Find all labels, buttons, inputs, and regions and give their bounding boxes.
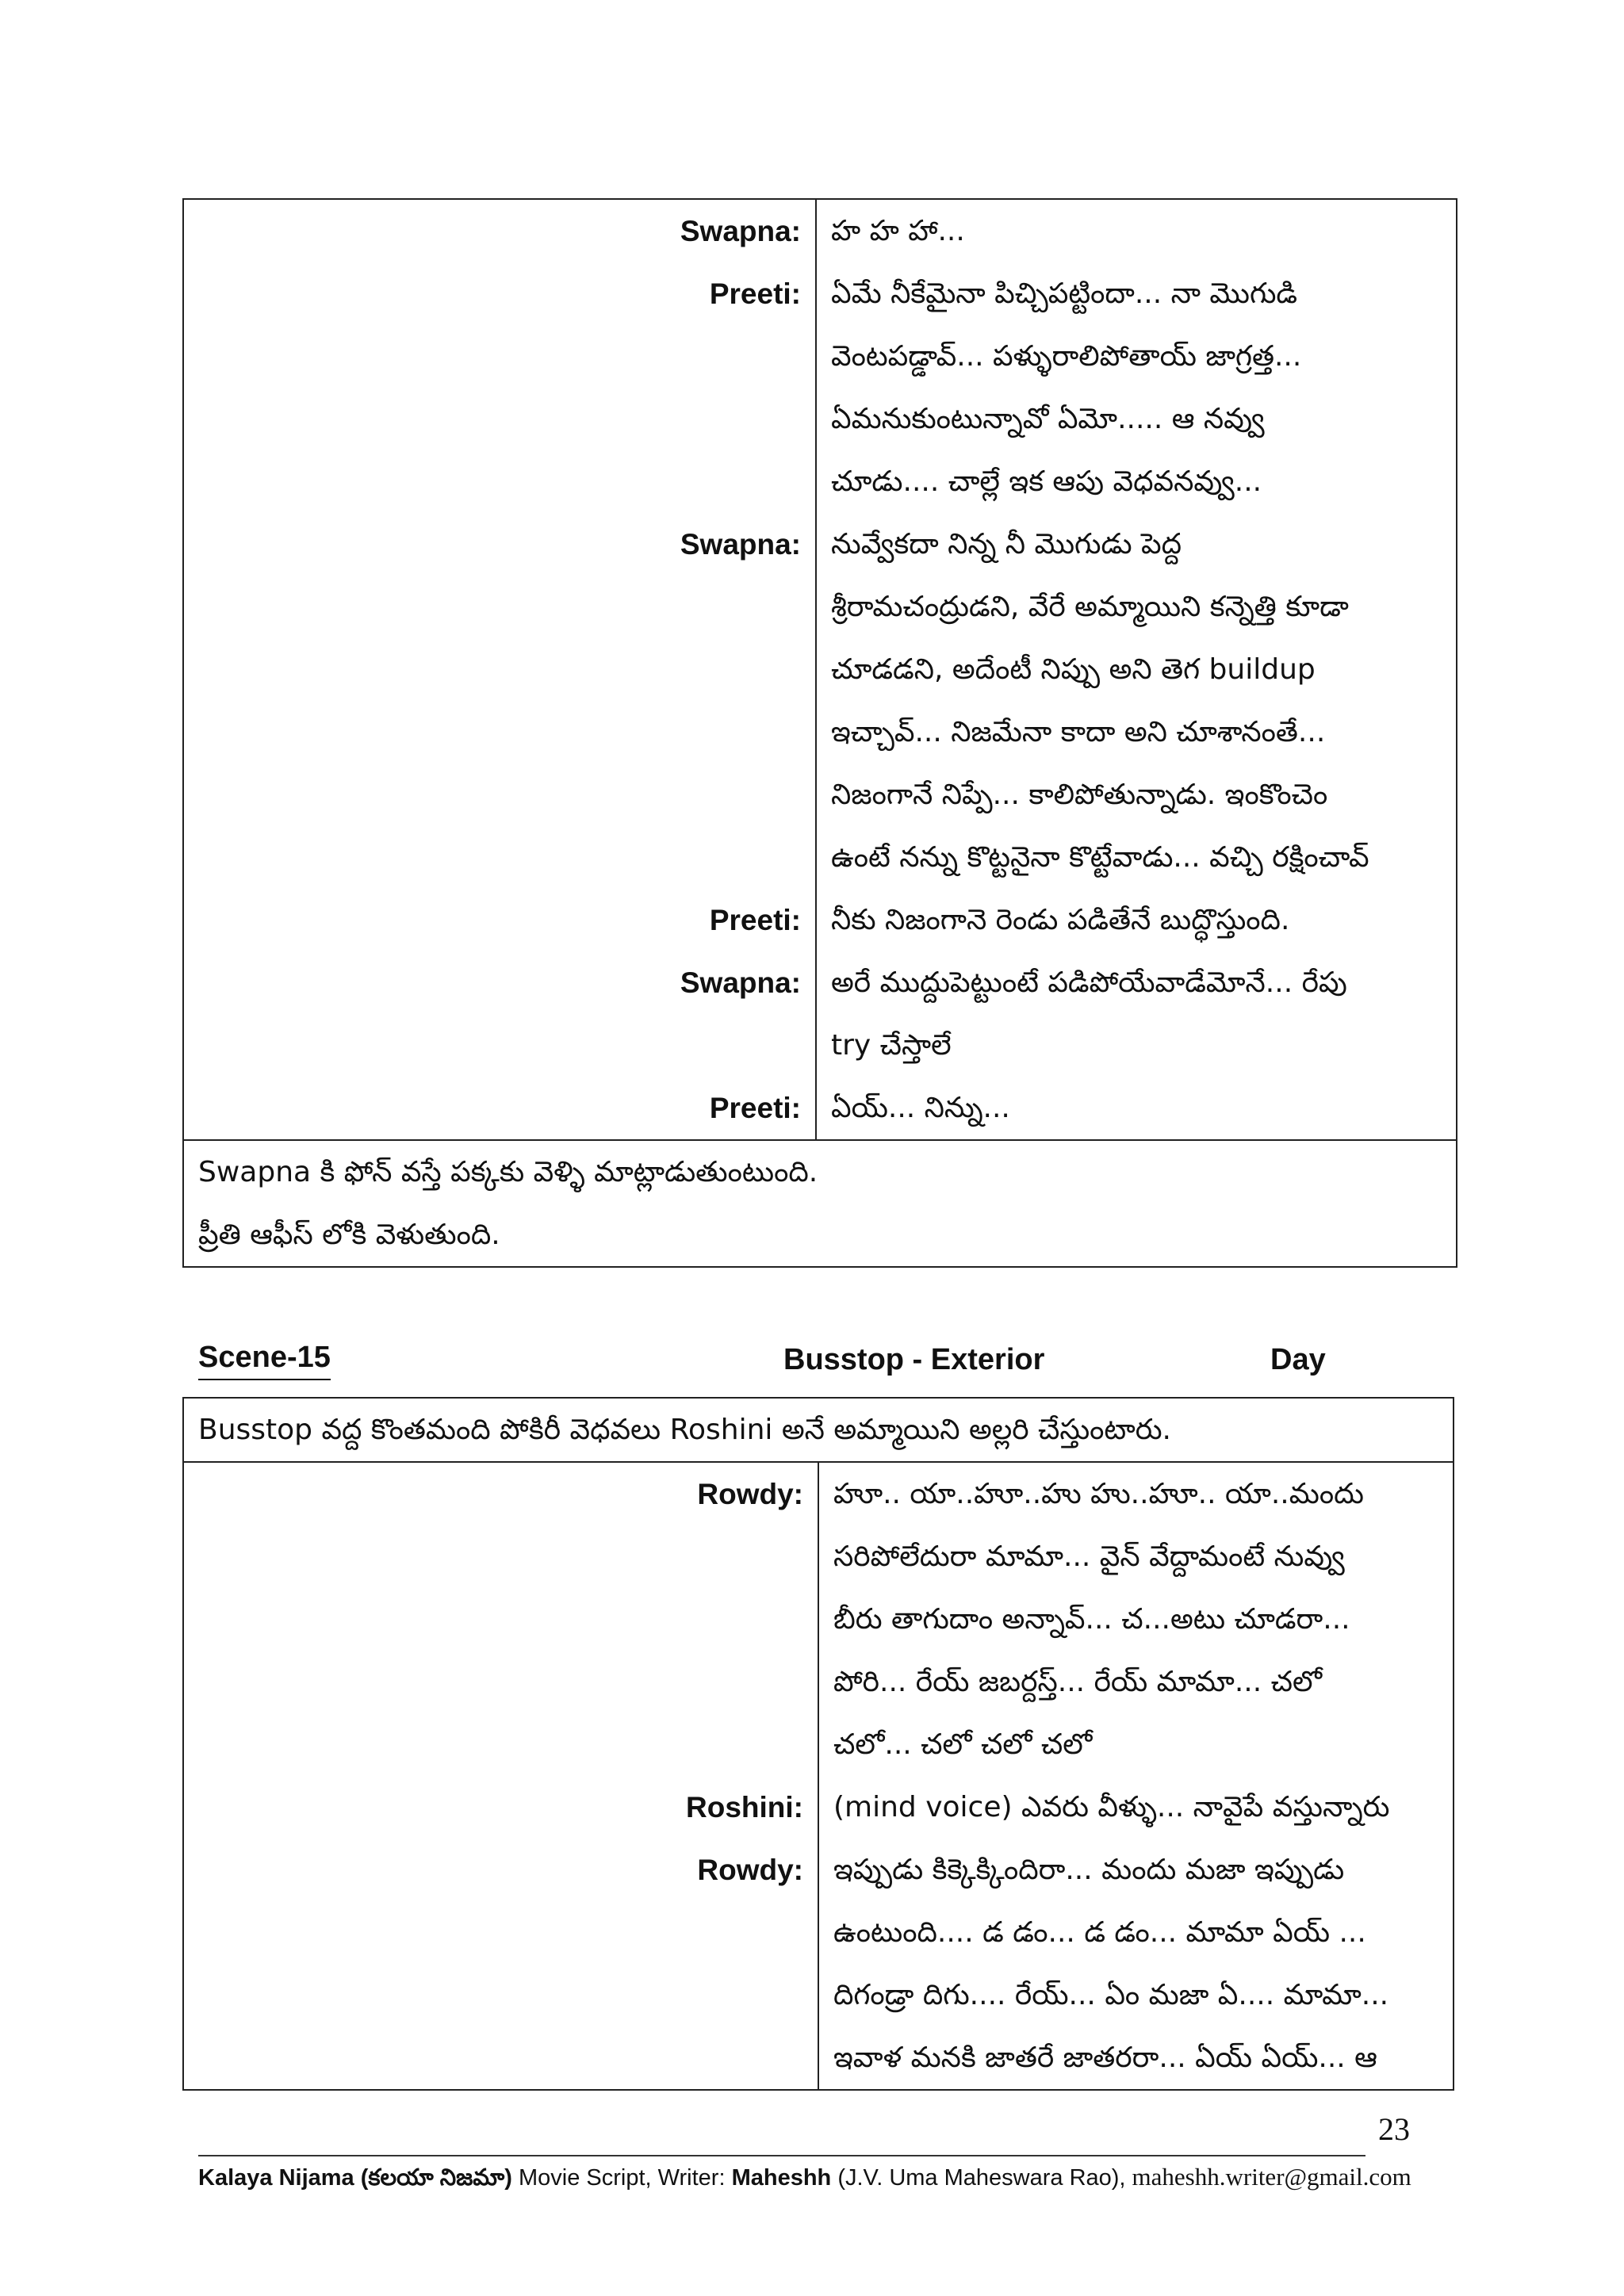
speaker-spacer	[184, 576, 815, 638]
scene-description-row	[183, 1398, 1454, 1462]
dialogue-line: సరిపోలేదురా మామా... వైన్ వేద్దామంటే నువ్వు	[833, 1540, 1345, 1573]
speaker-spacer	[184, 638, 815, 701]
speaker-spacer	[184, 388, 815, 450]
scene-description: Busstop వద్ద కొంతమంది పోకిరీ వెధవలు Roshini అనే అమ్మాయిని అల్లరి చేస్తుంటారు.	[198, 1414, 1171, 1446]
dialogue-table-2	[182, 1397, 1454, 2091]
speaker-spacer	[184, 826, 815, 889]
dialogue-column	[816, 199, 1457, 1140]
dialogue-column	[818, 1462, 1454, 2090]
speaker-name: Swapna:	[680, 966, 801, 999]
footer-text: Movie Script, Writer:	[511, 2165, 732, 2191]
dialogue-line: దిగండ్రా దిగు.... రేయ్... ఏం మజా ఏ.... మామా...	[833, 1979, 1389, 2011]
dialogue-line: బీరు తాగుదాం అన్నావ్... చ...అటు చూడరా...	[833, 1603, 1350, 1636]
speaker-name: Swapna:	[680, 215, 801, 247]
dialogue-block	[183, 199, 1457, 1140]
dialogue-line: నువ్వేకదా నిన్న నీ మొగుడు పెద్ద	[831, 528, 1182, 561]
speaker-spacer	[184, 2026, 818, 2089]
action-line: Swapna కి ఫోన్ వస్తే పక్కకు వెళ్ళి మాట్లాడుతుంటుంది.	[198, 1156, 818, 1188]
dialogue-line: ఇప్పుడు కిక్కెక్కిందిరా... మందు మజా ఇప్పుడు	[833, 1854, 1345, 1886]
speaker-name: Preeti:	[709, 1092, 801, 1124]
footer	[198, 2163, 1411, 2197]
dialogue-line: శ్రీరామచంద్రుడని, వేరే అమ్మాయిని కన్నెత్తి కూడా	[831, 591, 1349, 623]
speaker-spacer	[184, 763, 815, 826]
dialogue-line: ఇవాళ మనకి జాతరే జాతరరా... ఏయ్ ఏయ్... ఆ	[833, 2042, 1377, 2074]
scene-location: Busstop - Exterior	[783, 1343, 1045, 1376]
speaker-spacer	[184, 1525, 818, 1588]
scene-description-cell	[183, 1398, 1454, 1462]
footer-divider	[198, 2155, 1365, 2156]
dialogue-line: ఏమనుకుంటున్నావో ఏమో..... ఆ నవ్వు	[831, 403, 1265, 435]
action-block	[183, 1140, 1457, 1267]
action-line: ప్రీతి ఆఫీస్ లోకి వెళుతుంది.	[198, 1219, 500, 1251]
dialogue-line: ఉంటుంది.... డ డం... డ డం... మామా ఏయ్ ...	[833, 1916, 1366, 1949]
dialogue-line: చలో... చలో చలో చలో	[833, 1728, 1093, 1761]
footer-email: maheshh.writer@gmail.com	[1132, 2163, 1411, 2191]
speaker-spacer	[184, 701, 815, 763]
dialogue-line: నిజంగానే నిప్పే... కాలిపోతున్నాడు. ఇంకొంచెం	[831, 779, 1328, 811]
speaker-spacer	[184, 1651, 818, 1713]
dialogue-line: హూ.. యా..హూ..హు హు..హూ.. యా..మందు	[833, 1478, 1364, 1510]
speaker-name: Rowdy:	[697, 1854, 803, 1886]
speaker-spacer	[184, 1964, 818, 2026]
dialogue-line: ఉంటే నన్ను కొట్టనైనా కొట్టేవాడు... వచ్చి రక్షించావ్	[831, 841, 1369, 874]
scene-heading	[182, 1336, 1454, 1383]
speaker-spacer	[184, 325, 815, 388]
dialogue-table-1	[182, 198, 1457, 1268]
scene-number: Scene-15	[198, 1336, 331, 1380]
speaker-spacer	[184, 1588, 818, 1651]
dialogue-line: ఏమే నీకేమైనా పిచ్చిపట్టిందా... నా మొగుడి	[831, 277, 1298, 310]
speaker-name: Roshini:	[686, 1791, 803, 1823]
dialogue-line: (mind voice) ఎవరు వీళ్ళు... నావైపే వస్తున్నారు	[833, 1791, 1390, 1823]
dialogue-block	[183, 1462, 1454, 2090]
footer-writer-full: (J.V. Uma Maheswara Rao),	[831, 2165, 1132, 2191]
dialogue-line: ఇచ్చావ్... నిజమేనా కాదా అని చూశానంతే...	[831, 716, 1326, 748]
action-cell	[183, 1140, 1457, 1267]
dialogue-line: పోరి... రేయ్ జబర్దస్త్... రేయ్ మామా... చలో	[833, 1666, 1323, 1698]
speaker-name: Swapna:	[680, 528, 801, 561]
dialogue-line: హ హ హా...	[831, 215, 965, 247]
dialogue-line: వెంటపడ్డావ్... పళ్ళురాలిపోతాయ్ జాగ్రత్త...	[831, 340, 1302, 373]
footer-writer: Maheshh	[731, 2165, 832, 2191]
dialogue-line: అరే ముద్దుపెట్టుంటే పడిపోయేవాడేమోనే... రేపు	[831, 966, 1347, 999]
footer-title: Kalaya Nijama	[198, 2165, 354, 2191]
speaker-name: Rowdy:	[697, 1478, 803, 1510]
speaker-spacer	[184, 1901, 818, 1964]
footer-title-telugu: (కలయా నిజమా)	[354, 2165, 512, 2191]
speaker-spacer	[184, 1014, 815, 1077]
speaker-spacer	[184, 1713, 818, 1776]
dialogue-line: ఏయ్... నిన్ను...	[831, 1092, 1010, 1124]
page-number: 23	[1378, 2111, 1410, 2147]
speaker-column	[183, 1462, 818, 2090]
speaker-spacer	[184, 450, 815, 513]
speaker-name: Preeti:	[709, 904, 801, 936]
dialogue-line: నీకు నిజంగానె రెండు పడితేనే బుద్ధొస్తుంది.	[831, 904, 1290, 936]
speaker-name: Preeti:	[709, 277, 801, 310]
scene-time: Day	[1270, 1343, 1326, 1376]
dialogue-line: try చేస్తాలే	[831, 1029, 952, 1062]
dialogue-line: చూడడని, అదేంటీ నిప్పు అని తెగ buildup	[831, 653, 1316, 686]
dialogue-line: చూడు.... చాల్లే ఇక ఆపు వెధవనవ్వు...	[831, 465, 1262, 498]
speaker-column	[183, 199, 816, 1140]
